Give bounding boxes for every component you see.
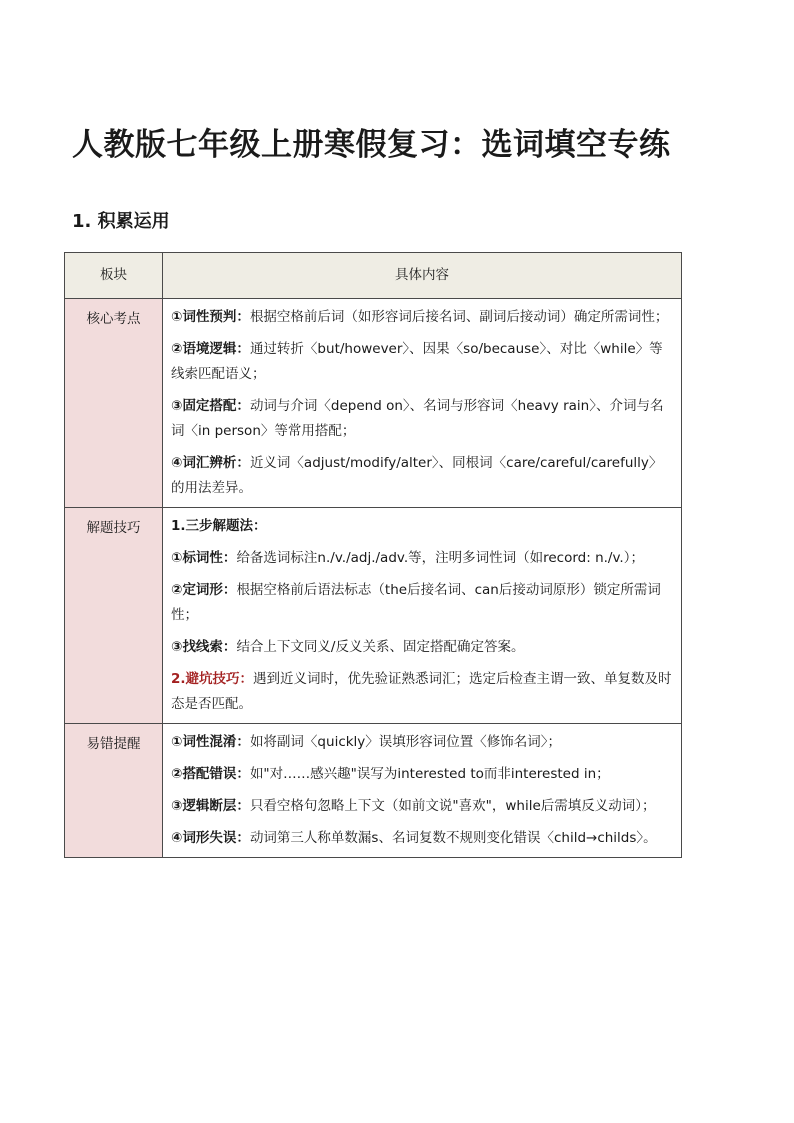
list-item — [171, 730, 675, 755]
item-text: 只看空格句忽略上下文（如前文说"喜欢"，while后需填反义动词）； — [249, 798, 656, 814]
item-key: 逻辑断层： — [182, 798, 250, 814]
item-text: 给备选词标注n./v./adj./adv.等，注明多词性词（如record: n./v.）； — [236, 550, 644, 566]
item-key: 找线索： — [182, 639, 237, 655]
item-key: 搭配错误： — [182, 766, 250, 782]
item-key: 语境逻辑： — [182, 341, 250, 357]
category-cell: 易错提醒 — [65, 724, 163, 858]
list-item — [171, 546, 675, 571]
item-key: 词性混淆： — [182, 734, 250, 750]
item-number: ① — [171, 734, 183, 750]
list-item — [171, 762, 675, 787]
category-cell: 核心考点 — [65, 299, 163, 508]
header-content: 具体内容 — [163, 253, 682, 299]
item-text: 如将副词〈quickly〉误填形容词位置〈修饰名词〉； — [249, 734, 562, 750]
section-heading: 1. 积累运用 — [72, 211, 170, 232]
list-item — [171, 667, 675, 717]
item-number: ② — [171, 582, 183, 598]
page-title: 人教版七年级上册寒假复习：选词填空专练 — [72, 127, 671, 163]
table-row — [65, 299, 682, 508]
content-cell — [163, 299, 682, 508]
item-key: 避坑技巧： — [185, 671, 254, 687]
item-text: 动词与介词〈depend on〉、名词与形容词〈heavy rain〉、介词与名词〈in person〉等常用搭配； — [171, 398, 664, 439]
content-table — [64, 252, 682, 858]
item-number: ④ — [171, 830, 183, 846]
item-number: 1. — [171, 518, 186, 534]
item-text: 根据空格前后词（如形容词后接名词、副词后接动词）确定所需词性； — [249, 309, 669, 325]
category-cell: 解题技巧 — [65, 508, 163, 724]
content-cell — [163, 508, 682, 724]
item-number: ② — [171, 766, 183, 782]
table-header-row — [65, 253, 682, 299]
list-item — [171, 305, 675, 330]
item-key: 词汇辨析： — [182, 455, 250, 471]
item-number: ③ — [171, 798, 183, 814]
item-number: ③ — [171, 398, 183, 414]
item-number: ③ — [171, 639, 183, 655]
list-item — [171, 794, 675, 819]
item-key: 三步解题法： — [185, 518, 267, 534]
item-text: 遇到近义词时，优先验证熟悉词汇；选定后检查主谓一致、单复数及时态是否匹配。 — [171, 671, 672, 712]
list-item — [171, 578, 675, 628]
item-number: ② — [171, 341, 183, 357]
item-key: 词性预判： — [182, 309, 250, 325]
item-key: 词形失误： — [182, 830, 250, 846]
item-number: ① — [171, 309, 183, 325]
list-item — [171, 514, 675, 539]
item-text: 结合上下文同义/反义关系、固定搭配确定答案。 — [236, 639, 525, 655]
list-item — [171, 337, 675, 387]
list-item — [171, 635, 675, 660]
table-row — [65, 724, 682, 858]
item-key: 固定搭配： — [182, 398, 250, 414]
item-key: 定词形： — [182, 582, 237, 598]
header-category: 板块 — [65, 253, 163, 299]
table-row — [65, 508, 682, 724]
item-number: 2. — [171, 671, 186, 687]
list-item — [171, 451, 675, 501]
list-item — [171, 394, 675, 444]
item-key: 标词性： — [182, 550, 237, 566]
item-number: ④ — [171, 455, 183, 471]
item-text: 动词第三人称单数漏s、名词复数不规则变化错误〈child→childs〉。 — [249, 830, 657, 846]
item-text: 根据空格前后语法标志（the后接名词、can后接动词原形）锁定所需词性； — [171, 582, 661, 623]
item-number: ① — [171, 550, 183, 566]
list-item — [171, 826, 675, 851]
item-text: 近义词〈adjust/modify/alter〉、同根词〈care/careful/carefully〉的用法差异。 — [171, 455, 663, 496]
item-text: 通过转折〈but/however〉、因果〈so/because〉、对比〈while〉等线索匹配语义； — [171, 341, 663, 382]
content-cell — [163, 724, 682, 858]
item-text: 如"对……感兴趣"误写为interested to而非interested in； — [249, 766, 610, 782]
